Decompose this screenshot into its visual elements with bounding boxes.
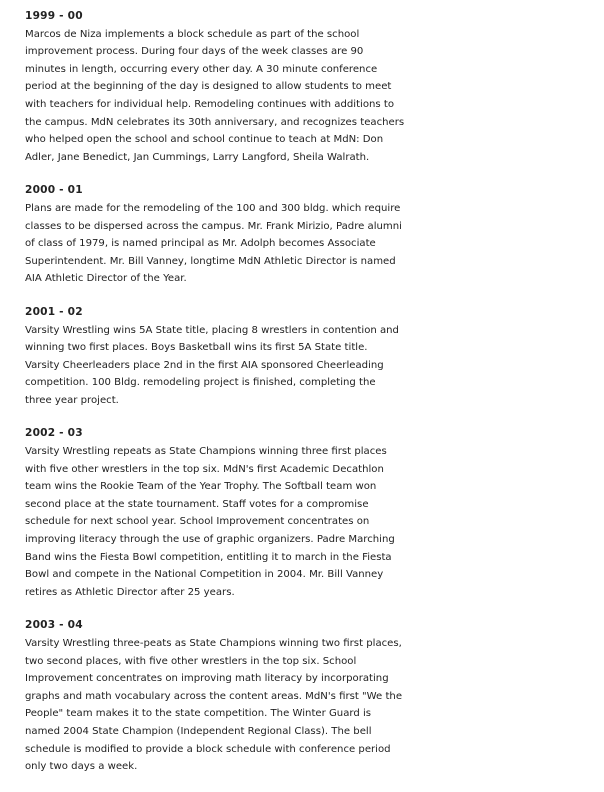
entry-text: Varsity Wrestling repeats as State Champions winning three first places with five other wrestlers in the top six. MdN's first Academic Decathlon team wins the Rookie Team of the Year Trophy. The Softball team won second place at the state tournament. Staff votes for a compromise schedule for next school year. School Improvement concentrates on improving literacy through the use of graphic organizers. Padre Marching Band wins the Fiesta Bowl competition, entitling it to march in the Fiesta Bowl and compete in the National Competition in 2004. Mr. Bill Vanney retires as Athletic Director after 25 years. (25, 446, 395, 598)
timeline-entry-1999-00 (25, 8, 600, 166)
entry-year: 2000 - 01 (25, 184, 83, 197)
timeline-entry-2001-02 (25, 304, 600, 410)
entry-text: Varsity Wrestling wins 5A State title, placing 8 wrestlers in contention and winning two first places. Boys Basketball wins its first 5A State title. Varsity Cheerleaders place 2nd in the first AIA sponsored Cheerleading competition. 100 Bldg. remodeling project is finished, completing the three year project. (25, 324, 399, 406)
entry-text: Varsity Wrestling three-peats as State Champions winning two first places, two second places, with five other wrestlers in the top six. School Improvement concentrates on improving math literacy by incorporating graphs and math vocabulary across the content areas. MdN's first "We the People" team makes it to the state competition. The Winter Guard is named 2004 State Champion (Independent Regional Class). The bell schedule is modified to provide a block schedule with conference period only two days a week. (25, 638, 403, 773)
entry-text: Plans are made for the remodeling of the 100 and 300 bldg. which require classes to be dispersed across the campus. Mr. Frank Mirizio, Padre alumni of class of 1979, is named principal as Mr. Adolph becomes Associate Superintendent. Mr. Bill Vanney, longtime MdN Athletic Director is named AIA Athletic Director of the Year. (25, 202, 402, 285)
timeline-entry-2000-01 (25, 182, 600, 288)
entry-year: 2003 - 04 (25, 619, 83, 632)
entry-text: Marcos de Niza implements a block schedule as part of the school improvement process. During four days of the week classes are 90 minutes in length, occurring every other day. A 30 minute conference period at the beginning of the day is designed to allow students to meet with teachers for individual help. Remodeling continues with additions to the campus. MdN celebrates its 30th anniversary, and recognizes teachers who helped open the school and school continue to teach at MdN: Don Adler, Jane Benedict, Jan Cummings, Larry Langford, Sheila Walrath. (25, 28, 405, 163)
entry-year: 2002 - 03 (25, 427, 83, 440)
entry-year: 1999 - 00 (25, 10, 83, 22)
history-timeline (25, 8, 600, 792)
timeline-entry-2003-04 (25, 617, 600, 775)
timeline-entry-2002-03 (25, 425, 600, 601)
entry-year: 2001 - 02 (25, 305, 83, 318)
